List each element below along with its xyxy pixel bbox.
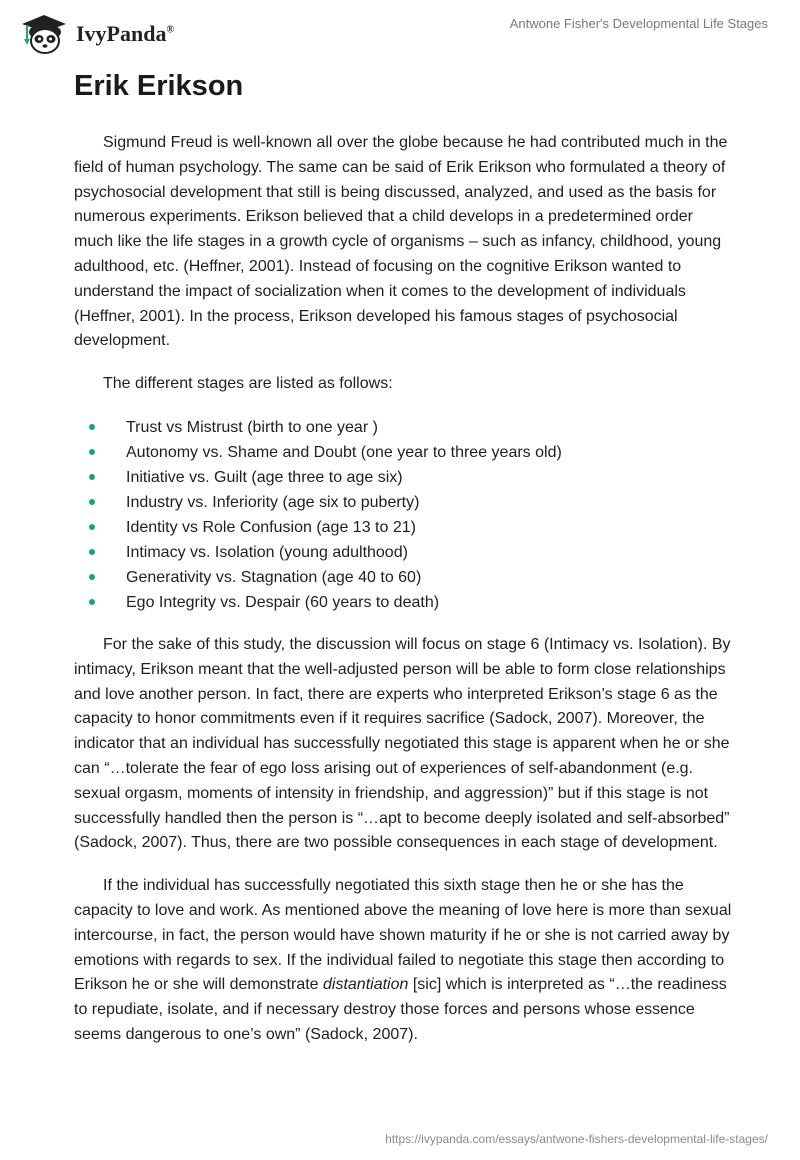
list-item: Ego Integrity vs. Despair (60 years to death) (74, 590, 734, 615)
paragraph-list-intro: The different stages are listed as follows: (103, 375, 393, 393)
list-item: Industry vs. Inferiority (age six to puberty) (74, 490, 734, 515)
paragraph-intro: Sigmund Freud is well-known all over the globe because he had contributed much in the field of human psychology. The same can be said of Erik Erikson who formulated a theory of psychosocial development that still is being discussed, analyzed, and used as the basis for numerous experiments. Erikson believed that a child develops in a predetermined order much like the life stages in a growth cycle of organisms – such as infancy, childhood, young adulthood, etc. (Heffner, 2001). Instead of focusing on the cognitive Erikson wanted to understand the impact of socialization when it comes to the development of individuals (Heffner, 2001). In the process, Erikson developed his famous stages of psychosocial development. (74, 134, 728, 350)
paragraph-consequences (74, 874, 734, 1048)
list-item: Autonomy vs. Shame and Doubt (one year to three years old) (74, 440, 734, 465)
list-item: Trust vs Mistrust (birth to one year ) (74, 415, 734, 440)
list-item: Identity vs Role Confusion (age 13 to 21) (74, 515, 734, 540)
source-url[interactable]: https://ivypanda.com/essays/antwone-fishers-developmental-life-stages/ (385, 1132, 768, 1146)
stages-list (74, 415, 734, 615)
brand-name: IvyPanda® (76, 21, 174, 46)
document-title: Antwone Fisher's Developmental Life Stages (509, 16, 768, 31)
list-item: Intimacy vs. Isolation (young adulthood) (74, 540, 734, 565)
article-body (74, 131, 734, 1066)
panda-graduate-icon (16, 10, 72, 56)
italic-term: distantiation (323, 976, 409, 994)
list-item: Generativity vs. Stagnation (age 40 to 60) (74, 565, 734, 590)
paragraph-stage-six: For the sake of this study, the discussion will focus on stage 6 (Intimacy vs. Isolation). By intimacy, Erikson meant that the well-adjusted person will be able to form close relationships and love another person. In fact, there are experts who interpreted Erikson’s stage 6 as the capacity to honor commitments even if it requires sacrifice (Sadock, 2007). Moreover, the indicator that an individual has successfully negotiated this stage is apparent when he or she can “…tolerate the fear of ego loss arising out of experiences of self-abandonment (e.g. sexual orgasm, moments of intensity in friendship, and aggression)” but if this stage is not successfully handled then the person is “…apt to become deeply isolated and self-absorbed” (Sadock, 2007). Thus, there are two possible consequences in each stage of development. (74, 635, 731, 852)
brand-logo[interactable] (16, 10, 174, 56)
section-heading: Erik Erikson (74, 70, 244, 102)
list-item: Initiative vs. Guilt (age three to age six) (74, 465, 734, 490)
text-run: If the individual has successfully negotiated this sixth stage then he or she has the capacity to love and work. As mentioned above the meaning of love here is more than sexual intercourse, in fact, the person would have shown maturity if he or she is not carried away by emotions with regards to sex. If the individual failed to negotiate this stage then according to Erikson he or she will demonstrate (74, 877, 732, 994)
text-run: [sic] which is interpreted as “…the readiness to repudiate, isolate, and if necessary destroy those forces and persons whose essence seems dangerous to one’s own” (Sadock, 2007). (74, 976, 727, 1043)
